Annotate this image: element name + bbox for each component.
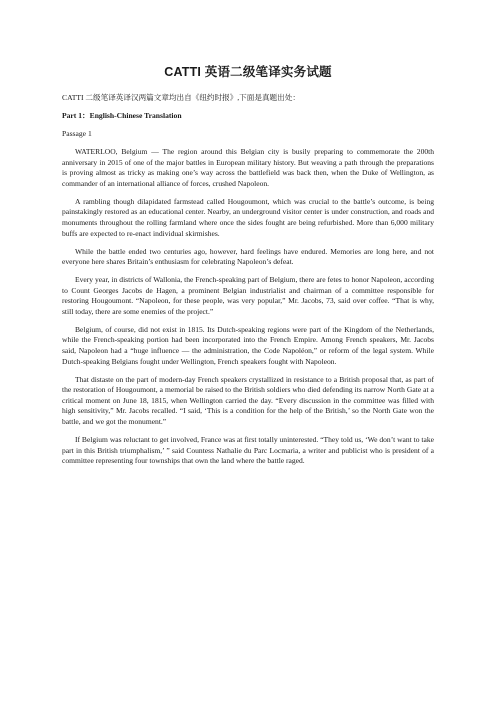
document-title: CATTI 英语二级笔译实务试题 (164, 65, 332, 79)
paragraph: If Belgium was reluctant to get involved, France was at first totally uninterested. “They told us, ‘We don’t want to take part in this British triumphalism,’ ” said Countess Nathalie du Parc Locmaria, a writer and publicist who is president of a committee representing four townships that own the land where the battle raged. (62, 435, 434, 466)
paragraph: That distaste on the part of modern-day French speakers crystallized in resistance to a British proposal that, as part of the restoration of Hougoumont, a memorial be raised to the British soldiers who died defending its narrow North Gate at a critical moment on June 18, 1815, when Wellington carried the day. “Every discussion in the committee was filled with high sensitivity,” Mr. Jacobs recalled. “I said, ‘This is a condition for the help of the British,’ so the North Gate won the battle, and we got the monument.” (62, 374, 434, 427)
paragraph: A rambling though dilapidated farmstead called Hougoumont, which was crucial to the battle’s outcome, is being painstakingly restored as an educational center. Nearby, an underground visitor center is under construction, and roads and monuments throughout the rolling farmland where once the sides fought are being refurbished. More than 6,000 military buffs are expected to re-enact individual skirmishes. (62, 196, 434, 238)
passage-label: Passage 1 (62, 129, 92, 138)
paragraph: Every year, in districts of Wallonia, the French-speaking part of Belgium, there are fetes to honor Napoleon, according to Count Georges Jacobs de Hagen, a prominent Belgian industrialist and chairman of a committee responsible for restoring Hougoumont. “Napoleon, for these people, was very popular,” Mr. Jacobs, 73, said over coffee. “That is why, still today, there are some enemies of the project.” (62, 275, 434, 316)
paragraph: WATERLOO, Belgium — The region around this Belgian city is busily preparing to commemorate the 200th anniversary in 2015 of one of the major battles in European military history. But weaving a path through the preparations is proving almost as tricky as making one’s way across the battlefield was back then, when the Duke of Wellington, as commander of an international alliance of forces, crushed Napoleon. (62, 147, 434, 188)
part-heading: Part 1：English-Chinese Translation (62, 111, 182, 120)
intro-line: CATTI 二级笔译英译汉两篇文章均出自《纽约时报》,下面是真题出处： (62, 93, 300, 102)
document-page (62, 62, 434, 474)
paragraph: While the battle ended two centuries ago, however, hard feelings have endured. Memories are long here, and not everyone here shares Britain’s enthusiasm for celebrating Napoleon’s defeat. (62, 246, 434, 267)
paragraph: Belgium, of course, did not exist in 1815. Its Dutch-speaking regions were part of the Kingdom of the Netherlands, while the French-speaking portion had been incorporated into the French Empire. Among French speakers, Mr. Jacobs said, Napoleon had a “huge influence — the administration, the Code Napoléon,” or reform of the legal system. While Dutch-speaking Belgians fought under Wellington, French speakers fought with Napoleon. (62, 324, 434, 366)
